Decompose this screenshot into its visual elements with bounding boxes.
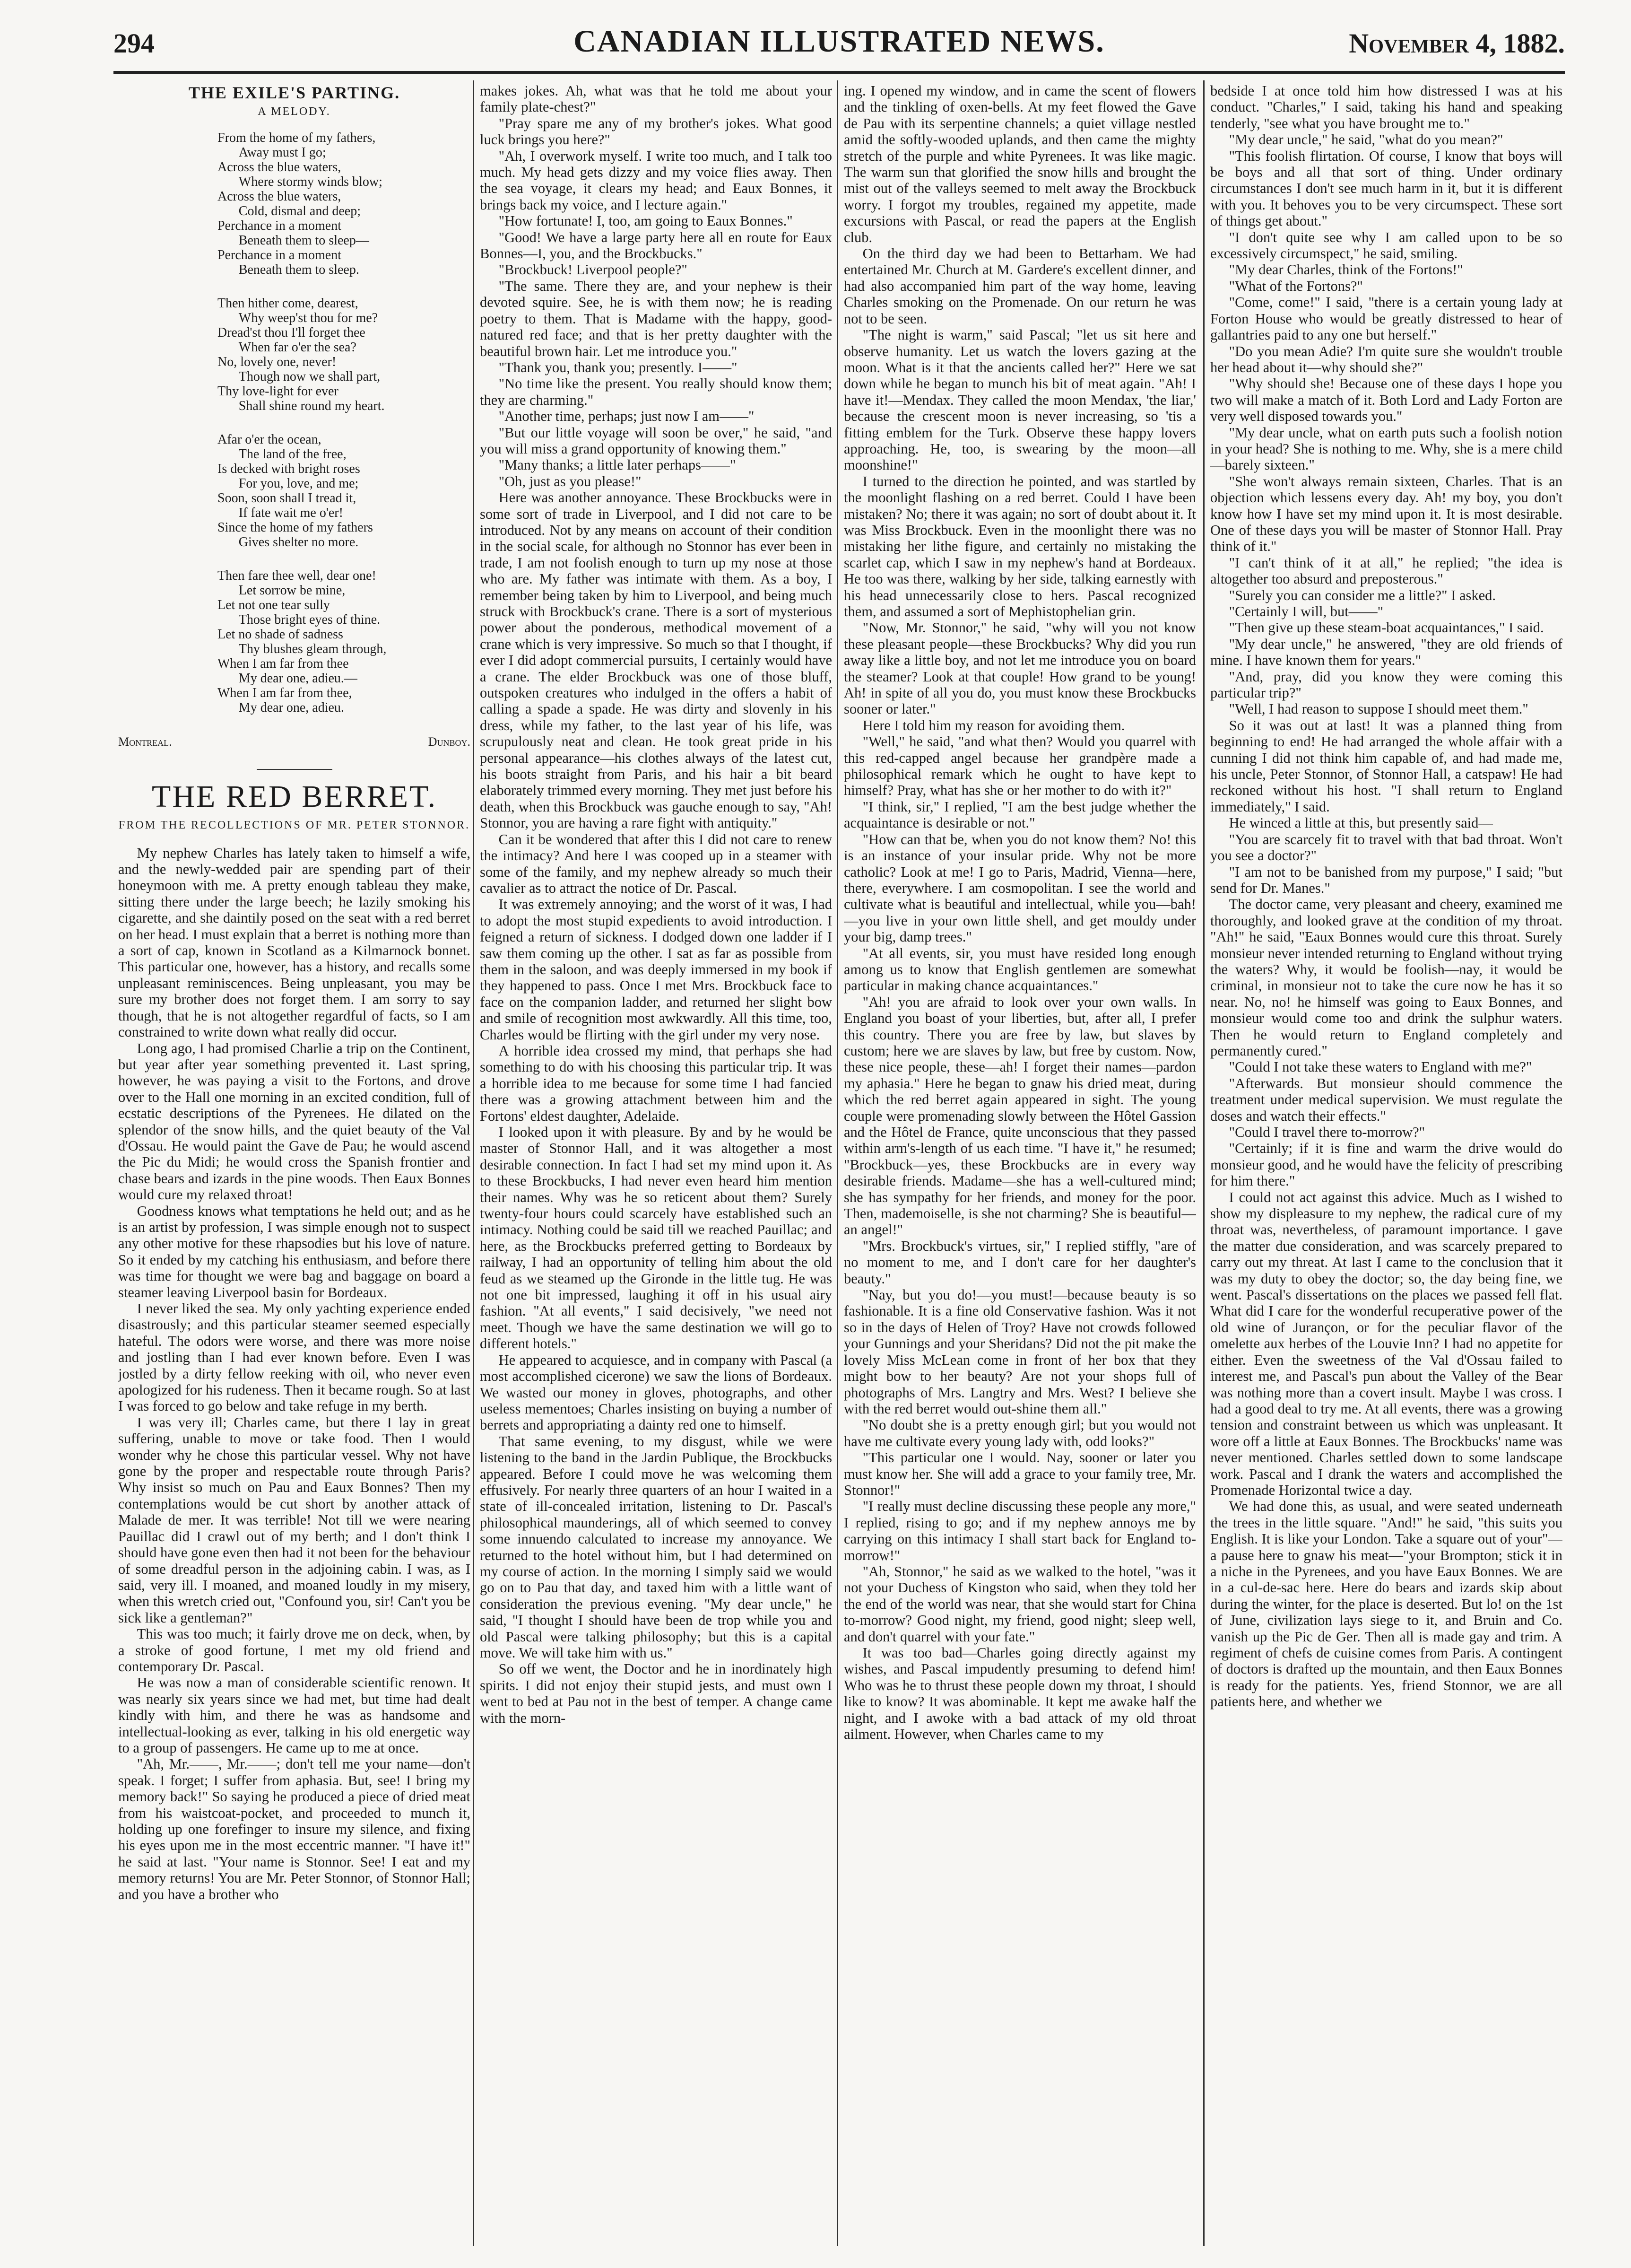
poem-line: Where stormy winds blow; <box>238 174 382 189</box>
story-paragraph: "Ah! you are afraid to look over your own walls. In England you boast of your liberties, but, after all, I prefer this country. There you are free by law, but slaves by custom; here we are slaves by law, but free by custom. Now, these nice people, these—ah! I forget their names—pardon my aphasia." Here he began to gnaw his dried meat, during which the red berret again appeared in sight. The young couple were promenading slowly between the Hôtel Gassion and the Hôtel de France, quite unconscious that they passed within arm's-length of us each time. "I have it," he resumed; "Brockbuck—yes, these Brockbucks are in every way desirable friends. Madame—she has a well-cultured mind; she has sympathy for her friends, and money for the poor. Then, mademoiselle, is she not charming? She is beautiful—an angel!" <box>844 994 1196 1238</box>
poem-line: Is decked with bright roses <box>217 461 360 476</box>
story-paragraph: "At all events, sir, you must have resided long enough among us to know that English gentlemen are somewhat particular in making chance acquaintances." <box>844 945 1196 994</box>
story-paragraph: bedside I at once told him how distressed I was at his conduct. "Charles," I said, taking his hand and speaking tenderly, "see what you have brought me to." <box>1210 83 1562 131</box>
poem-line: Soon, soon shall I tread it, <box>217 490 356 506</box>
poem-line: Why weep'st thou for me? <box>238 310 378 325</box>
story-paragraph: "She won't always remain sixteen, Charles. That is an objection which lessens every day. Ah! my boy, you don't know how I have set my mind upon it. It is most desirable. One of these days you will be master of Stonnor Hall. Pray think of it." <box>1210 473 1562 555</box>
poem-line: Afar o'er the ocean, <box>217 432 321 447</box>
story-paragraph: "Oh, just as you please!" <box>498 473 642 489</box>
story-paragraph: "The same. There they are, and your nephew is their devoted squire. See, he is with them now; he is reading poetry to them. That is Madame with the happy, good-natured red face; and that is her pretty daughter with the beautiful brown hair. Let me introduce you." <box>480 278 832 359</box>
story-paragraph: "Ah, Mr.——, Mr.——; don't tell me your name—don't speak. I forget; I suffer from aphasia. But, see! I bring my memory back!" So saying he produced a piece of dried meat from his waistcoat-pocket, and proceeded to munch it, holding up one forefinger to insure my silence, and fixing his eyes upon me in the most eccentric manner. "I have it!" he said at last. "Your name is Stonnor. See! I eat and my memory returns! You are Mr. Peter Stonnor, of Stonnor Hall; and you have a brother who <box>118 1756 470 1902</box>
story-paragraph: "No time like the present. You really should know them; they are charming." <box>480 375 832 408</box>
story-paragraph: "The night is warm," said Pascal; "let us sit here and observe humanity. Let us watch the lovers gazing at the moon. What is it that the ancients called her?" Here we sat down while he began to munch his bit of meat again. "Ah! I have it!—Mendax. They called the moon Mendax, 'the liar,' because the crescent moon is never increasing, so 'tis a fitting emblem for the Turk. Observe these happy lovers approaching. He, too, is swearing by the moon—all moonshine!" <box>844 327 1196 473</box>
story-paragraph: "Well, I had reason to suppose I should meet them." <box>1229 701 1528 717</box>
poem-title: THE EXILE'S PARTING. <box>188 83 400 102</box>
story-paragraph: "Now, Mr. Stonnor," he said, "why will you not know these pleasant people—these Brockbucks? Why did you run away like a little boy, and not let me introduce you on board the steamer? Look at that couple! How grand to be young! Ah! in spite of all you do, you must know these Brockbucks sooner or later." <box>844 619 1196 717</box>
story-paragraph: I was very ill; Charles came, but there I lay in great suffering, unable to move or take food. Then I would wonder why he chose this particular vessel. Why not have gone by the proper and respectable route through Paris? Why insist so much on Pau and Eaux Bonnes? Then my contemplations would be cut short by another attack of Malade de mer. It was terrible! Not till we were nearing Pauillac did I crawl out of my berth; and I don't think I should have gone even then had it not been for the behaviour of some dreadful person in the adjoining cabin. I was, as I said, very ill. I moaned, and moaned loudly in my misery, when this wretch cried out, "Confound you, sir! Can't you be sick like a gentleman?" <box>118 1414 470 1626</box>
story-paragraph: "No doubt she is a pretty enough girl; but you would not have me cultivate every young lady with, odd looks?" <box>844 1417 1196 1449</box>
story-paragraph: "My dear uncle, what on earth puts such a foolish notion in your head? She is nothing to me. Why, she is a mere child—barely sixteen." <box>1210 424 1562 473</box>
story-paragraph: "How can that be, when you do not know them? No! this is an instance of your insular pride. Why not be more catholic? Look at me! I go to Paris, Madrid, Vienna—here, there, everywhere. I am cosmopolitan. I see the world and cultivate what is beautiful and intellectual, while you—bah!—you live in your own little shell, and get mouldy under your big, damp trees." <box>844 831 1196 945</box>
poem-line: Beneath them to sleep. <box>238 262 359 277</box>
story-paragraph: "I am not to be banished from my purpose," I said; "but send for Dr. Manes." <box>1210 864 1562 896</box>
poem-line: My dear one, adieu.— <box>238 671 357 686</box>
story-paragraph: We had done this, as usual, and were seated underneath the trees in the little square. "And!" he said, "this suits you English. It is like your London. Take a square out of your"—a pause here to gnaw his meat—"your Brompton; stick it in a niche in the Pyrenees, and you have Eaux Bonnes. We are in a cul-de-sac here. Here do bears and izards skip about during the winter, for the place is deserted. But lo! on the 1st of June, civilization lays siege to it, and Bruin and Co. vanish up the Pic de Ger. Then all is made gay and trim. A regiment of chefs de cuisine comes from Paris. A contingent of doctors is drafted up the mountain, and then Eaux Bonnes is ready for the patients. Yes, friend Stonnor, we are all patients here, and whether we <box>1210 1498 1562 1710</box>
page-number: 294 <box>113 28 155 59</box>
story-paragraph: "My dear uncle," he answered, "they are old friends of mine. I have known them for years." <box>1210 636 1562 669</box>
story-paragraph: "Ah, Stonnor," he said as we walked to the hotel, "was it not your Duchess of Kingston who said, when they told her the end of the world was near, that she would start for China to-morrow? Good night, my friend, good night; sleep well, and don't quarrel with your fate." <box>844 1563 1196 1645</box>
story-paragraph: A horrible idea crossed my mind, that perhaps she had something to do with his choosing this particular trip. It was a horrible idea to me because for some time I had fancied there was a growing attachment between him and the Fortons' eldest daughter, Adelaide. <box>480 1042 832 1124</box>
poem-line: Dread'st thou I'll forget thee <box>217 325 365 340</box>
column-divider <box>837 80 838 2246</box>
poem-line: My dear one, adieu. <box>238 700 344 715</box>
poem-line: Thy love-light for ever <box>217 384 338 399</box>
story-paragraph: "This foolish flirtation. Of course, I know that boys will be boys and all that sort of thing. Under ordinary circumstances I don't see much harm in it, but it is different with you. It behoves you to be very circumspect. These sort of things get about." <box>1210 148 1562 229</box>
story-paragraph: "Certainly; if it is fine and warm the drive would do monsieur good, and he would have the felicity of prescribing for him there." <box>1210 1140 1562 1189</box>
poem-line: Beneath them to sleep— <box>238 233 369 248</box>
story-paragraph: "Ah, I overwork myself. I write too much, and I talk too much. My head gets dizzy and my voice flies away. Then the sea voyage, it clears my head; and Eaux Bonnes, it brings back my voice, and I lecture again." <box>480 148 832 213</box>
column-4 <box>1210 83 1562 2239</box>
story-paragraph: "Another time, perhaps; just now I am——" <box>498 408 755 425</box>
poem-line: Away must I go; <box>238 145 326 160</box>
poem-subtitle: A MELODY. <box>258 105 331 118</box>
poem-line: Since the home of my fathers <box>217 520 373 535</box>
story-paragraph: ing. I opened my window, and in came the scent of flowers and the tinkling of oxen-bells. At my feet flowed the Gave de Pau with its serpentine channels; a quiet village nestled amid the softly-wooded uplands, and then came the mighty stretch of the purple and white Pyrenees. It was like magic. The warm sun that glorified the snow hills and brought the mist out of the valleys seemed to melt away the Brockbuck worry. I forgot my troubles, regained my appetite, made excursions with Pascal, or read the papers at the English club. <box>844 83 1196 245</box>
poem-line: Across the blue waters, <box>217 189 341 204</box>
column-divider <box>473 80 474 2246</box>
story-paragraph: "Do you mean Adie? I'm quite sure she wouldn't trouble her head about it—why should she?" <box>1210 343 1562 375</box>
column-divider <box>1203 80 1205 2246</box>
story-paragraph: "Good! We have a large party here all en route for Eaux Bonnes—I, you, and the Brockbucks." <box>480 229 832 262</box>
story-paragraph: "Many thanks; a little later perhaps——" <box>498 457 736 473</box>
poem-line: Let not one tear sully <box>217 597 330 612</box>
story-paragraph: makes jokes. Ah, what was that he told me about your family plate-chest?" <box>480 83 832 115</box>
story-paragraph: That same evening, to my disgust, while we were listening to the band in the Jardin Publique, the Brockbucks appeared. Before I could move he was welcoming them effusively. For nearly three quarters of an hour I waited in a state of ill-concealed irritation, listening to Dr. Pascal's philosophical maunderings, all of which seemed to convey some innuendo calculated to increase my annoyance. We returned to the hotel without him, but I had determined on my course of action. In the morning I simply said we would go on to Pau that day, and taxed him with a little want of consideration the previous evening. "My dear uncle," he said, "I thought I should have been de trop while you and old Pascal were talking philosophy; but this is a capital move. We will take him with us." <box>480 1433 832 1661</box>
column-3 <box>844 83 1196 2239</box>
story-paragraph: "My dear Charles, think of the Fortons!" <box>1229 262 1463 278</box>
poem-body <box>118 131 470 715</box>
poem-line: If fate wait me o'er! <box>238 505 343 520</box>
poem-line: Perchance in a moment <box>217 218 342 233</box>
story-paragraph: "Certainly I will, but——" <box>1229 603 1384 619</box>
story-paragraph: "Afterwards. But monsieur should commence the treatment under medical supervision. We must regulate the doses and watch their effects." <box>1210 1075 1562 1124</box>
poem-line: Thy blushes gleam through, <box>238 641 387 656</box>
page-header <box>113 24 1565 66</box>
story-paragraph: He appeared to acquiesce, and in company with Pascal (a most accomplished cicerone) we saw the lions of Bordeaux. We wasted our money in gloves, photographs, and other useless mementoes; Charles insisting on buying a number of berrets and appropriating a dainty red one to himself. <box>480 1352 832 1433</box>
poem-line: Let sorrow be mine, <box>238 583 346 598</box>
story-paragraph: I turned to the direction he pointed, and was startled by the moonlight flashing on a red berret. Could I have been mistaken? No; there it was again; no sort of doubt about it. It was Miss Brockbuck. Even in the moonlight there was no mistaking her lithe figure, and certainly no mistaking the scarlet cap, which I saw in my nephew's hand at Bordeaux. He too was there, walking by her side, talking earnestly with his head unnecessarily close to hers. Pascal recognized them, and assumed a sort of Mephistophelian grin. <box>844 473 1196 619</box>
story-text <box>480 83 832 1726</box>
story-paragraph: "Could I not take these waters to England with me?" <box>1229 1059 1532 1075</box>
story-paragraph: "Well," he said, "and what then? Would you quarrel with this red-capped angel because her grandpère made a philosophical remark which he ought to have kept to himself? Pray, what has she or her mother to do with it?" <box>844 733 1196 799</box>
poem-stanza <box>118 432 470 550</box>
story-paragraph: So it was out at last! It was a planned thing from beginning to end! He had arranged the whole affair with a cunning I did not think him capable of, and had made me, his uncle, Peter Stonnor, of Stonnor Hall, a catspaw! He had reckoned without his host. "I shall return to England immediately," I said. <box>1210 717 1562 815</box>
story-paragraph: "I really must decline discussing these people any more," I replied, rising to go; and if my nephew annoys me by carrying on this intimacy I shall start back for England to-morrow!" <box>844 1498 1196 1563</box>
poem-line: For you, love, and me; <box>238 476 359 491</box>
story-paragraph: "Mrs. Brockbuck's virtues, sir," I replied stiffly, "are of no moment to me, and I don't care for her daughter's beauty." <box>844 1238 1196 1287</box>
poem-line: Let no shade of sadness <box>217 627 343 642</box>
story-paragraph: It was extremely annoying; and the worst of it was, I had to adopt the most stupid expedients to avoid introduction. I feigned a return of sickness. I dodged down one ladder if I saw them coming up the other. I sat as far as possible from them in the saloon, and was deeply immersed in my book if they happened to pass. Once I met Mrs. Brockbuck face to face on the companion ladder, and returned her slight bow and smile of recognition most awkwardly. All this time, too, Charles would be flirting with the girl under my very nose. <box>480 896 832 1043</box>
poem-line: Gives shelter no more. <box>238 534 359 550</box>
story-paragraph: My nephew Charles has lately taken to himself a wife, and the newly-wedded pair are spending part of their honeymoon with me. A pretty enough tableau they make, sitting there under the large beech; he lazily smoking his cigarette, and she daintily posed on the seat with a red berret on her head. I must explain that a berret is nothing more than a sort of cap, known in Scotland as a Kilmarnock bonnet. This particular one, however, has a history, and recalls some unpleasant reminiscences. Being unpleasant, you may be sure my brother does not forget them. I am sorry to say though, that he is not altogether regardful of facts, so I am constrained to write down what really did occur. <box>118 845 470 1040</box>
story-paragraph: "Nay, but you do!—you must!—because beauty is so fashionable. It is a fine old Conservative fashion. Was it not so in the days of Helen of Troy? Have not crowds followed your Gunnings and your Sheridans? Did not the pit make the lovely Miss McLean come in front of her box that they might bow to her beauty? Are not your shops full of photographs of Mrs. Langtry and Mrs. West? I believe she with the red berret would out-shine them all." <box>844 1287 1196 1417</box>
story-paragraph: "I think, sir," I replied, "I am the best judge whether the acquaintance is desirable or not." <box>844 798 1196 831</box>
story-paragraph: He winced a little at this, but presently said— <box>1229 815 1493 831</box>
poem-line: Those bright eyes of thine. <box>238 612 381 627</box>
story-paragraph: "How fortunate! I, too, am going to Eaux Bonnes." <box>498 213 793 229</box>
story-paragraph: Can it be wondered that after this I did not care to renew the intimacy? And here I was cooped up in a steamer with some of the family, and my nephew already so much their cavalier as to attract the notice of Dr. Pascal. <box>480 831 832 896</box>
story-paragraph: "I don't quite see why I am called upon to be so excessively circumspect," he said, smiling. <box>1210 229 1562 262</box>
story-paragraph: "Why should she! Because one of these days I hope you two will make a match of it. Both Lord and Lady Forton are very well disposed towards you." <box>1210 375 1562 425</box>
poem-line: When I am far from thee, <box>217 685 352 700</box>
story-paragraph: "Brockbuck! Liverpool people?" <box>498 262 687 278</box>
story-paragraph: So off we went, the Doctor and he in inordinately high spirits. I did not enjoy their stupid jests, and must own I went to bed at Pau not in the best of temper. A change came with the morn- <box>480 1661 832 1726</box>
poem-line: Though now we shall part, <box>238 369 381 384</box>
poem-line: From the home of my fathers, <box>217 130 376 145</box>
story-paragraph: I could not act against this advice. Much as I wished to show my displeasure to my nephew, the radical cure of my throat was, nevertheless, of paramount importance. I gave the matter due consideration, and was scarcely prepared to carry out my threat. At last I came to the conclusion that it was my duty to obey the doctor; so, the day being fine, we went. Pascal's dissertations on the places we passed fell flat. What did I care for the wonderful recuperative power of the old wine of Jurançon, or for the peculiar flavor of the omelette aux herbes of the Louvie Inn? I had no appetite for either. Even the sweetness of the Val d'Ossau failed to interest me, and Pascal's pun about the Valley of the Bear was nothing more than a covert insult. Maybe I was cross. I had a good deal to try me. At all events, there was a growing tension and constraint between us which was unpleasant. It wore off a little at Eaux Bonnes. The Brockbucks' name was never mentioned. Charles settled down to some landscape work. Pascal and I drank the waters and accomplished the Promenade Horizontal twice a day. <box>1210 1189 1562 1498</box>
story-paragraph: The doctor came, very pleasant and cheery, examined me thoroughly, and looked grave at the condition of my throat. "Ah!" he said, "Eaux Bonnes would cure this throat. Surely monsieur never intended returning to England without trying the waters? Why, it would be foolish—nay, it would be criminal, in monsieur not to take the cure now he has it so near. No, no! he himself was going to Eaux Bonnes, and monsieur would come too and drink the sulphur waters. Then he would return to England completely and permanently cured." <box>1210 896 1562 1059</box>
story-paragraph: "This particular one I would. Nay, sooner or later you must know her. She will add a grace to your family tree, Mr. Stonnor!" <box>844 1449 1196 1498</box>
story-paragraph: "But our little voyage will soon be over," he said, "and you will miss a grand opportunity of knowing them." <box>480 424 832 457</box>
story-paragraph: Here I told him my reason for avoiding them. <box>862 717 1125 733</box>
poem-line: No, lovely one, never! <box>217 354 337 369</box>
story-paragraph: "You are scarcely fit to travel with that bad throat. Won't you see a doctor?" <box>1210 831 1562 864</box>
story-text <box>844 83 1196 1742</box>
story-paragraph: On the third day we had been to Bettarham. We had entertained Mr. Church at M. Gardere's excellent dinner, and had also accompanied him part of the way home, leaving Charles smoking on the Promenade. On our return he was not to be seen. <box>844 245 1196 327</box>
poem-signature <box>118 734 470 750</box>
story-subtitle: FROM THE RECOLLECTIONS OF MR. PETER STONNOR. <box>118 819 470 831</box>
story-paragraph: I looked upon it with pleasure. By and by he would be master of Stonnor Hall, and it was altogether a most desirable connection. In fact I had set my mind upon it. As to these Brockbucks, I had never even heard him mention their names. Why was he so reticent about them? Surely twenty-four hours could scarcely have established such an intimacy. Nothing could be said till we reached Pauillac; and here, as the Brockbucks preferred getting to Bordeaux by railway, I had an opportunity of telling him about the old feud as we steamed up the Gironde in the little tug. He was not one bit impressed, laughing it off in his usual airy fashion. "At all events," I said decisively, "we need not meet. Though we have the same destination we will go to different hotels." <box>480 1124 832 1352</box>
story-paragraph: "Surely you can consider me a little?" I asked. <box>1229 587 1496 603</box>
story-paragraph: "And, pray, did you know they were coming this particular trip?" <box>1210 668 1562 701</box>
section-divider <box>257 769 332 770</box>
story-paragraph: "Thank you, thank you; presently. I——" <box>498 359 737 375</box>
poem-stanza <box>118 296 470 413</box>
story-paragraph: This was too much; it fairly drove me on deck, when, by a stroke of good fortune, I met my old friend and contemporary Dr. Pascal. <box>118 1626 470 1675</box>
story-paragraph: Goodness knows what temptations he held out; and as he is an artist by profession, I was simple enough not to suspect any other motive for these rhapsodies but his love of nature. So it ended by my catching his enthusiasm, and before there was time for thought we were bag and baggage on board a steamer leaving Liverpool basin for Bordeaux. <box>118 1203 470 1300</box>
poem-line: The land of the free, <box>238 446 347 462</box>
poem-stanza <box>118 568 470 715</box>
masthead: CANADIAN ILLUSTRATED NEWS. <box>573 24 1105 59</box>
poem-line: When far o'er the sea? <box>238 340 356 355</box>
poem-line: Shall shine round my heart. <box>238 398 385 413</box>
story-paragraph: "What of the Fortons?" <box>1229 278 1363 294</box>
story-paragraph: Here was another annoyance. These Brockbucks were in some sort of trade in Liverpool, and I did not care to be introduced. Not by any means on account of their condition in the social scale, for although no Stonnor has ever been in trade, I am not foolish enough to turn up my nose at those who are. My father was intimate with them. As a boy, I remember being taken by him to Liverpool, and being much struck with Brockbuck's crane. There is a sort of mysterious power about the ponderous, methodical movement of a crane which is very impressive. So much so that I thought, if ever I did adopt commercial pursuits, I certainly would have a crane. The elder Brockbuck was one of those bluff, outspoken creatures who indulged in the offers a habit of calling a spade a spade. He was dirty and slovenly in his dress, while my father, to the last year of his life, was scrupulously neat and clean. He took great pride in his personal appearance—his clothes always of the latest cut, his boots straight from Paris, and his hair a bit beard elaborately trimmed every morning. They met just before his death, when this Brockbuck was gauche enough to say, "Ah! Stonnor, you are having a rare fight with antiquity." <box>480 489 832 831</box>
story-paragraph: "Then give up these steam-boat acquaintances," I said. <box>1229 619 1544 636</box>
poem-line: When I am far from thee <box>217 656 349 671</box>
story-paragraph: It was too bad—Charles going directly against my wishes, and Pascal impudently presuming to defend him! Who was he to thrust these people down my throat, I should like to know? It was abominable. It kept me awake half the night, and I awoke with a bad attack of my old throat ailment. However, when Charles came to my <box>844 1645 1196 1743</box>
story-paragraph: He was now a man of considerable scientific renown. It was nearly six years since we had met, but time had dealt kindly with him, and there he was as handsome and intellectual-looking as ever, talking in his old energetic way to a group of passengers. He came up to me at once. <box>118 1675 470 1756</box>
issue-date: November 4, 1882. <box>1349 28 1565 59</box>
story-title: THE RED BERRET. <box>152 779 437 814</box>
poem-line: Across the blue waters, <box>217 159 341 174</box>
story-paragraph: "Pray spare me any of my brother's jokes. What good luck brings you here?" <box>480 115 832 148</box>
poem-line: Cold, dismal and deep; <box>238 203 361 218</box>
story-paragraph: "Could I travel there to-morrow?" <box>1229 1124 1425 1140</box>
story-paragraph: Long ago, I had promised Charlie a trip on the Continent, but year after year something prevented it. Last spring, however, he was paying a visit to the Fortons, and drove over to the Hall one morning in an excited condition, full of ecstatic descriptions of the Pyrenees. He dilated on the splendor of the snow hills, and the quiet beauty of the Val d'Ossau. He would paint the Gave de Pau; he would ascend the Pic du Midi; he would cross the Spanish frontier and chase bears and izards in the pine woods. Then Eaux Bonnes would cure my relaxed throat! <box>118 1040 470 1203</box>
poem-place: Montreal. <box>118 734 172 749</box>
poem-line: Then fare thee well, dear one! <box>217 568 376 583</box>
poem-line: Then hither come, dearest, <box>217 296 358 311</box>
story-paragraph: "I can't think of it at all," he replied; "the idea is altogether too absurd and preposterous." <box>1210 554 1562 587</box>
story-paragraph: I never liked the sea. My only yachting experience ended disastrously; and this particular steamer seemed especially hateful. The odors were worse, and there was more noise and jostling than I had ever known before. Even I was jostled by a dirty fellow reeking with oil, who never even apologized for his rudeness. Then it became rough. So at last I was forced to go below and take refuge in my berth. <box>118 1300 470 1414</box>
story-text <box>118 845 470 1902</box>
poem-stanza <box>118 131 470 277</box>
column-1 <box>118 83 470 2239</box>
header-rule <box>113 71 1565 74</box>
story-paragraph: "Come, come!" I said, "there is a certain young lady at Forton House who would be greatly distressed to hear of gallantries paid to any one but herself." <box>1210 294 1562 343</box>
column-2 <box>480 83 832 2239</box>
story-text <box>1210 83 1562 1710</box>
poem-author: Dunboy. <box>428 734 470 749</box>
poem-line: Perchance in a moment <box>217 247 342 262</box>
story-paragraph: "My dear uncle," he said, "what do you mean?" <box>1229 131 1503 148</box>
